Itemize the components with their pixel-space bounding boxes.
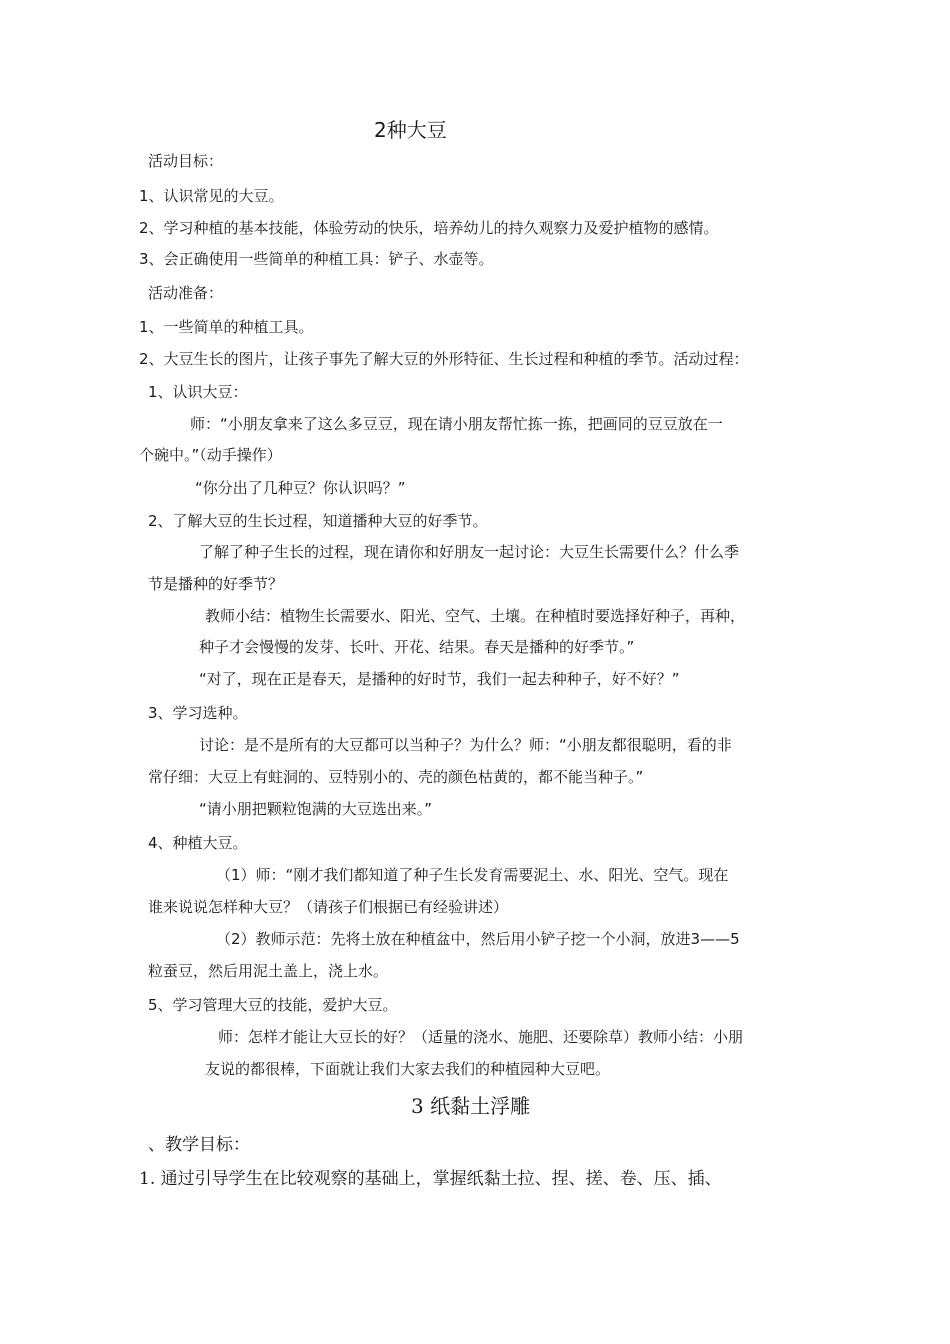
paragraph: “对了，现在正是春天，是播种的好时节，我们一起去种种子，好不好？” [199, 670, 680, 688]
step-3-heading: 3、学习选种。 [148, 704, 248, 722]
prep-item-2: 2、大豆生长的图片，让孩子事先了解大豆的外形特征、生长过程和种植的季节。活动过程： [139, 350, 749, 368]
paragraph: （1）师：“刚才我们都知道了种子生长发育需要泥土、水、阳光、空气。现在 [216, 866, 729, 884]
prep-heading: 活动准备： [148, 284, 224, 302]
section-title-clay-relief: 3 纸黏土浮雕 [411, 1094, 531, 1118]
paragraph: 师：怎样才能让大豆长的好？（适量的浇水、施肥、还要除草）教师小结：小朋 [218, 1028, 744, 1046]
goal-item-1: 1、认识常见的大豆。 [139, 187, 284, 205]
paragraph: 了解了种子生长的过程，现在请你和好朋友一起讨论：大豆生长需要什么？什么季 [199, 543, 740, 561]
paragraph: “你分出了几种豆？你认识吗？” [195, 479, 406, 497]
prep-item-1: 1、一些简单的种植工具。 [139, 318, 314, 336]
paragraph: 常仔细：大豆上有蛀洞的、豆特别小的、壳的颜色枯黄的，都不能当种子。” [148, 768, 644, 786]
paragraph: 教师小结：植物生长需要水、阳光、空气、土壤。在种植时要选择好种子，再种， [205, 607, 746, 625]
paragraph: “请小朋把颗粒饱满的大豆选出来。” [199, 800, 433, 818]
paragraph: 节是播种的好季节？ [148, 575, 284, 593]
step-2-heading: 2、了解大豆的生长过程，知道播种大豆的好季节。 [148, 512, 488, 530]
goal-item-2: 2、学习种植的基本技能，体验劳动的快乐，培养幼儿的持久观察力及爱护植物的感情。 [139, 219, 719, 237]
paragraph: 友说的都很棒，下面就让我们大家去我们的种植园种大豆吧。 [205, 1060, 611, 1078]
step-5-heading: 5、学习管理大豆的技能，爱护大豆。 [148, 996, 398, 1014]
paragraph: （2）教师示范：先将土放在种植盆中，然后用小铲子挖一个小洞，放进3——5 [216, 930, 740, 948]
paragraph: 谁来说说怎样种大豆？（请孩子们根据已有经验讲述） [148, 898, 509, 916]
step-1-heading: 1、认识大豆： [148, 383, 248, 401]
paragraph: 粒蚕豆，然后用泥土盖上，浇上水。 [148, 962, 389, 980]
paragraph: 讨论：是不是所有的大豆都可以当种子？为什么？师：“小朋友都很聪明，看的非 [199, 736, 732, 754]
teach-goal-item-1: 1. 通过引导学生在比较观察的基础上，掌握纸黏土拉、捏、搓、卷、压、插、 [139, 1169, 722, 1189]
step-4-heading: 4、种植大豆。 [148, 834, 248, 852]
section-title-soybean: 2种大豆 [374, 118, 447, 142]
paragraph: 个碗中。”（动手操作） [139, 446, 282, 464]
goals-heading: 活动目标： [148, 152, 224, 170]
goal-item-3: 3、会正确使用一些简单的种植工具：铲子、水壶等。 [139, 250, 494, 268]
teach-goals-heading: 、教学目标： [148, 1135, 250, 1155]
paragraph: 师：“小朋友拿来了这么多豆豆，现在请小朋友帮忙拣一拣，把画同的豆豆放在一 [190, 415, 723, 433]
paragraph: 种子才会慢慢的发芽、长叶、开花、结果。春天是播种的好季节。” [199, 638, 635, 656]
